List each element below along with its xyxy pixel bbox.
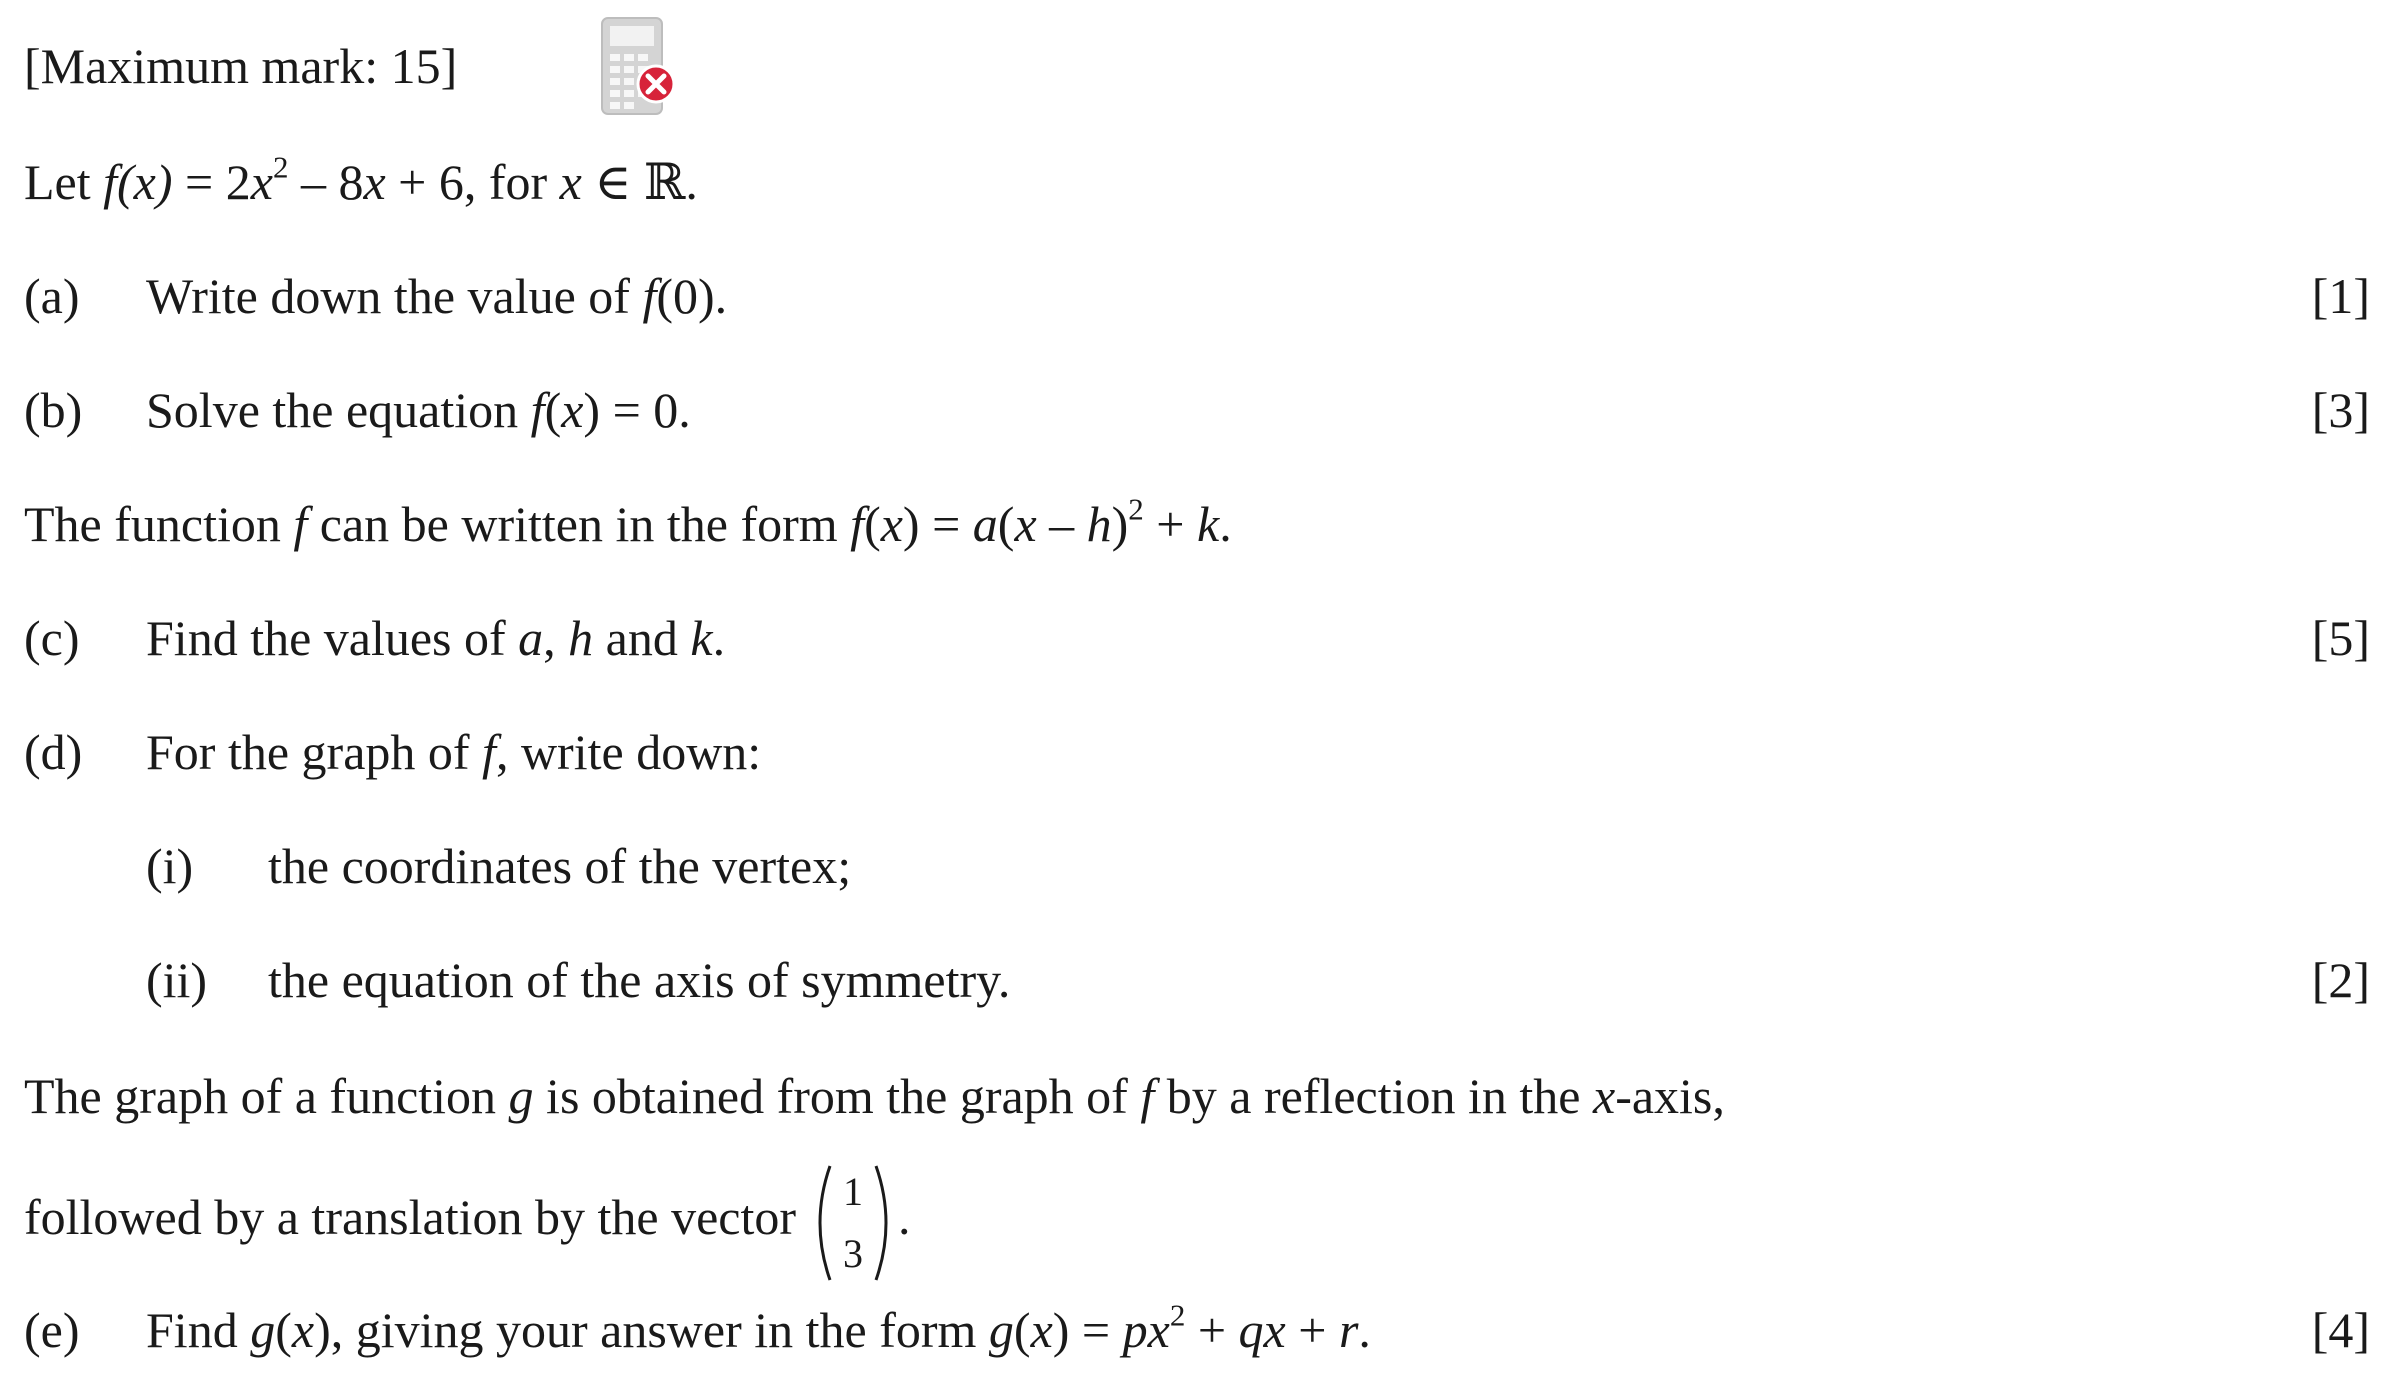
question-stem: Let $f(x) = 2x^2 - 8x + 6$, for x ∈ ℝ.	[24, 149, 698, 210]
max-mark	[24, 36, 457, 96]
calculator-not-allowed-icon	[600, 16, 676, 120]
part-label: (a)	[24, 268, 80, 324]
part-d	[24, 722, 2324, 782]
marks-a: [1]	[2311, 268, 2370, 324]
subpart-text: the coordinates of the vertex;	[268, 838, 852, 894]
marks-c: [5]	[2311, 610, 2370, 666]
part-a	[24, 266, 2324, 326]
part-e	[24, 1297, 2324, 1360]
translation-vector	[808, 1158, 898, 1288]
part-text: Find g(x), giving your answer in the form $g(x) = px^2$ + qx + r.	[146, 1297, 1371, 1358]
part-label: (d)	[24, 724, 83, 780]
subpart-label: (i)	[146, 838, 194, 894]
part-label: (c)	[24, 610, 80, 666]
part-c	[24, 608, 2324, 668]
part-text: Solve the equation f(x) = 0.	[146, 382, 691, 438]
part-b	[24, 380, 2324, 440]
marks-d: [2]	[2311, 952, 2370, 1008]
part-text: Find the values of a, h and k.	[146, 610, 726, 666]
part-label: (b)	[24, 382, 83, 438]
part-d-ii	[146, 950, 1946, 1010]
marks-b: [3]	[2311, 382, 2370, 438]
subpart-text: the equation of the axis of symmetry.	[268, 952, 1011, 1008]
max-mark-text: [Maximum mark: 15]	[24, 38, 458, 94]
vector-bottom: 3	[843, 1230, 863, 1276]
part-d-i	[146, 836, 1946, 896]
part-label: (e)	[24, 1302, 80, 1358]
part-text: For the graph of f, write down:	[146, 724, 762, 780]
part-text: Write down the value of f(0).	[146, 268, 728, 324]
stem-vertex-form: The function f can be written in the form f(x) = a(x – h)$^2$ + k.	[24, 491, 1232, 552]
vector-top: 1	[843, 1168, 863, 1214]
marks-e: [4]	[2311, 1302, 2370, 1358]
subpart-label: (ii)	[146, 952, 208, 1008]
stem-translation: followed by a translation by the vector 1 3 .	[24, 1152, 911, 1282]
stem-reflection: The graph of a function g is obtained from the graph of f by a reflection in the x-axis,	[24, 1068, 1725, 1124]
